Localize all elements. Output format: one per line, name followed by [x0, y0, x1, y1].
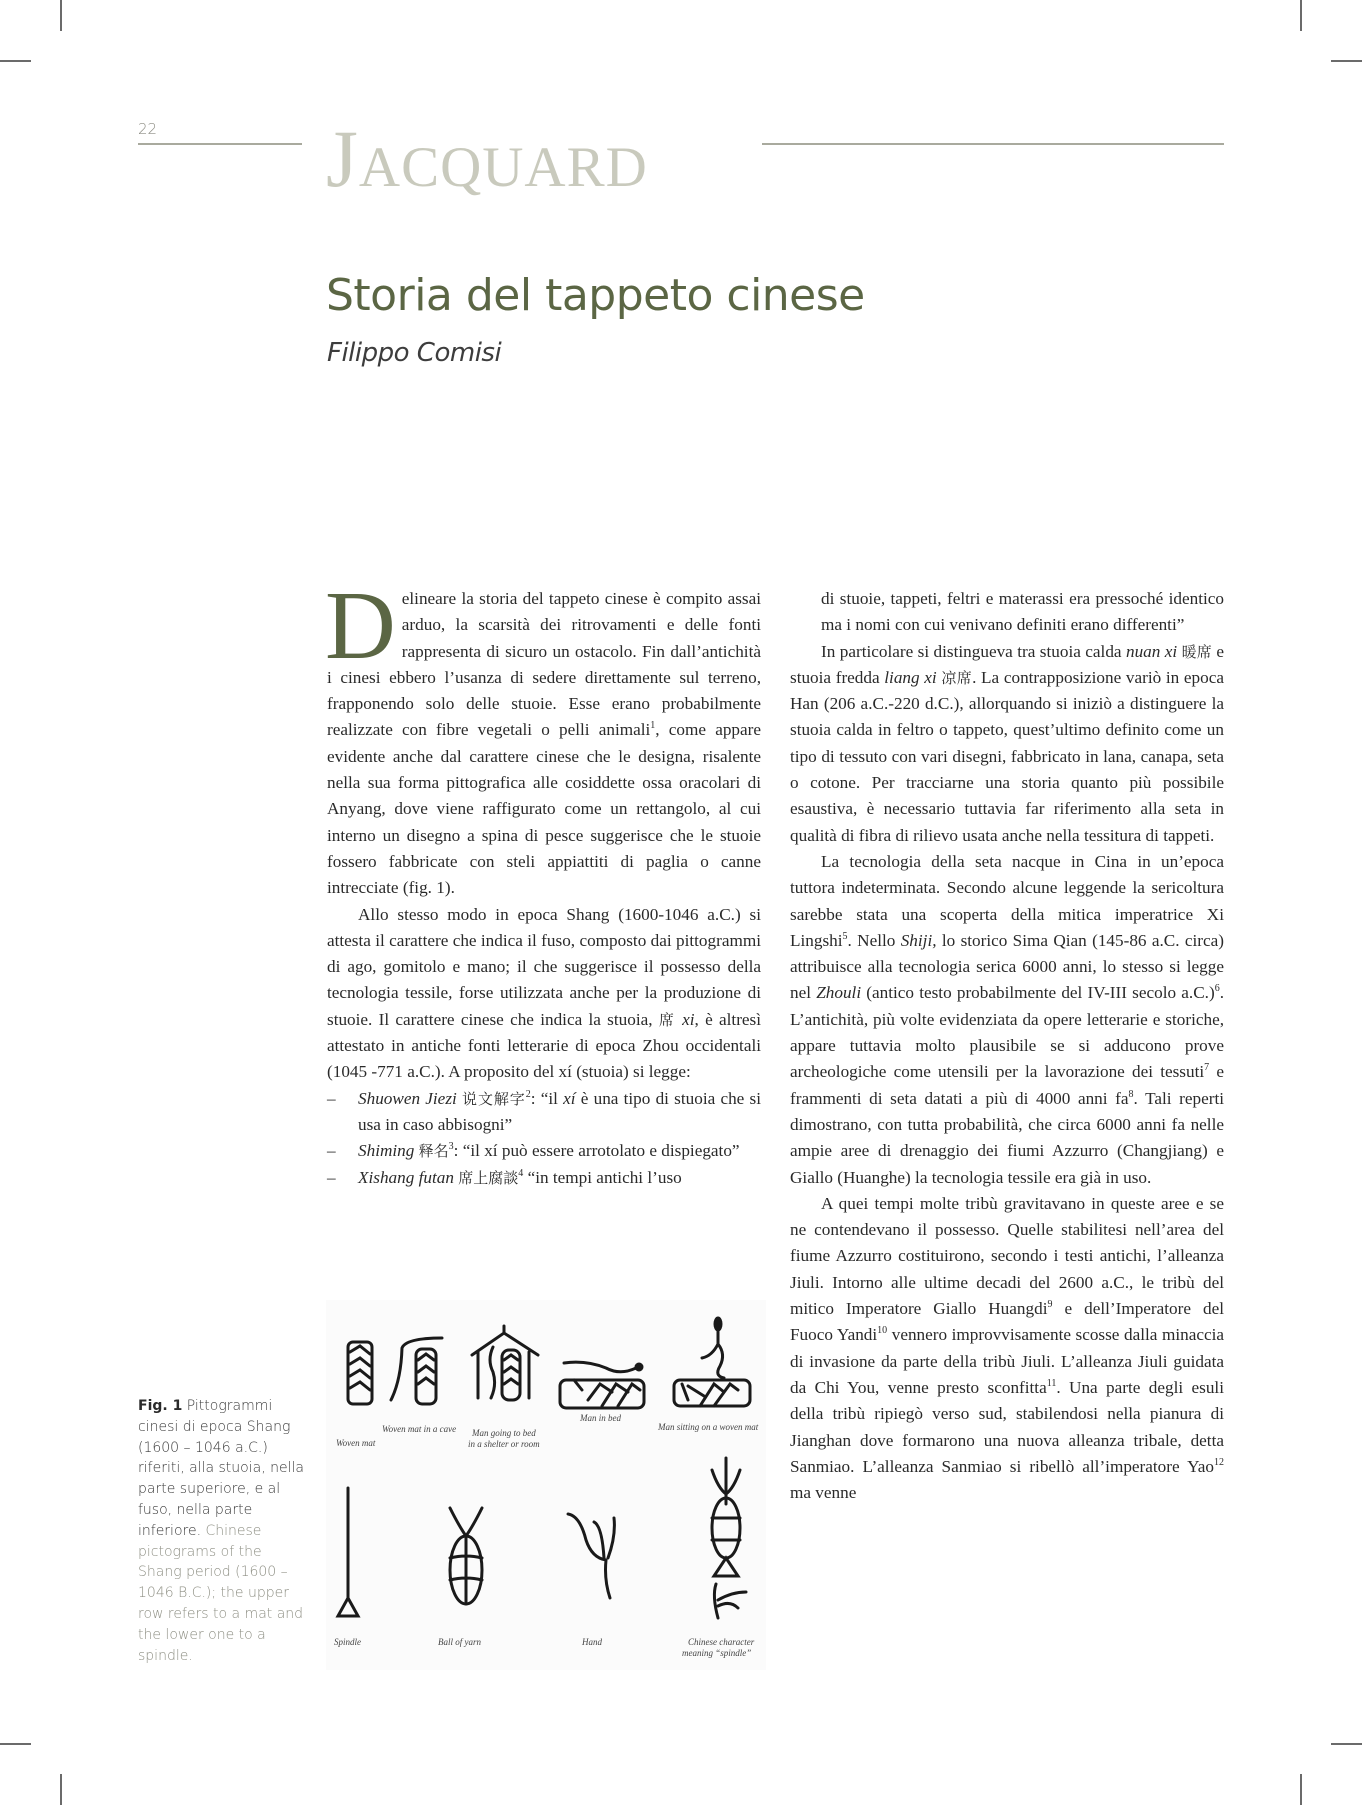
paragraph [790, 849, 1224, 1191]
text: . Nello [847, 930, 901, 950]
footnote-ref[interactable]: 4 [518, 1167, 524, 1179]
footnote-ref[interactable]: 8 [1128, 1088, 1134, 1100]
hand-glyph [568, 1514, 614, 1598]
label-spindle: Spindle [334, 1637, 361, 1647]
page-number: 22 [138, 120, 158, 138]
text: Allo stesso modo in epoca Shang (1600-1046 a.C.) si attesta il carattere che indica il fuso, composto dai pittogrammi di ago, gomitolo e mano; il che suggerisce il possesso della tecnologia tessile, forse utilizzata anche per la produzione di stuoie. Il carattere cinese che indica la stuoia, [327, 904, 761, 1029]
chinese-title: 席上腐談 [458, 1168, 519, 1187]
text: e dell’Imperatore del Fuoco Yandi [790, 1299, 1224, 1345]
text: e stuoia fredda [790, 641, 1224, 687]
quote-text: “in tempi antichi l’uso [523, 1167, 682, 1187]
paragraph [327, 902, 761, 1086]
text-column-left [325, 572, 762, 1191]
text: . La contrapposizione variò in epoca Han (206 a.C.-220 d.C.), allorquando si iniziò a distinguere la stuoia calda in feltro o tappeto, quest’ultimo definito come un tipo di tessuto con vari disegni, fabbricato in lana, canapa, seta o cotone. Per tracciarne una storia quanto più possibile esaustiva, è necessario tuttavia far riferimento alla seta in qualità di fibra di rilievo usata anche nella tessitura di tappeti. [790, 667, 1224, 845]
footnote-ref[interactable]: 1 [650, 720, 656, 732]
footnote-ref[interactable]: 3 [448, 1141, 454, 1153]
quote-text: di stuoie, tappeti, feltri e materassi era pressoché identico ma i nomi con cui venivano definiti erano differenti” [821, 589, 1224, 635]
crop-mark [1300, 1774, 1302, 1805]
list-dash: – [327, 1167, 336, 1187]
chinese-title: 释名 [418, 1142, 449, 1161]
woven-mat-in-cave-glyph [391, 1338, 442, 1404]
list-dash: – [327, 1141, 336, 1161]
text: A quei tempi molte tribù gravitavano in queste aree e se ne contendevano il possesso. Quelle stabilitesi nell’area del fiume Azzurro costituirono, secondo i testi antichi, l’alleanza Jiuli. Intorno alle ultime decadi del 2600 a.C., le tribù del mitico Imperatore Giallo Huangdi [790, 1193, 1224, 1319]
label-man-going-to-bed: Man going to bed [472, 1428, 536, 1438]
ball-of-yarn-glyph [450, 1508, 482, 1604]
footnote-ref[interactable]: 2 [525, 1088, 531, 1100]
man-in-bed-glyph [560, 1362, 644, 1408]
chinese-title: 说文解字 [462, 1089, 526, 1108]
list-item [327, 1138, 761, 1164]
label-spindle-meaning: meaning “spindle” [682, 1648, 752, 1658]
text: La tecnologia della seta nacque in Cina in un’epoca tuttora indeterminata. Secondo alcune leggende la sericoltura sarebbe stata una scoperta della mitica imperatrice Xi Lingshi [790, 851, 1224, 950]
text: . Una parte degli esuli della tribù ripiegò verso sud, stabilendosi nella pianura di Jianghan dove formarono una nuova alleanza tribale, detta Sanmiao. L’alleanza Sanmiao si ribellò all’imperatore Yao [790, 1377, 1224, 1476]
list-dash: – [327, 1088, 336, 1108]
crop-mark [1331, 60, 1362, 62]
caption-english: Chinese pictograms of the Shang period (1600 – 1046 B.C.); the upper row refers to a mat and the lower one to a spindle. [138, 1522, 304, 1664]
masthead-logo: Jacquard [326, 113, 648, 204]
text-column-right [790, 586, 1224, 1506]
chinese-term: 凉席 [941, 668, 973, 687]
paragraph [790, 1191, 1224, 1507]
source-title: Shiming [358, 1141, 415, 1161]
source-title: Xishang futan [358, 1167, 454, 1187]
paragraph [790, 639, 1224, 849]
quote-continuation [790, 586, 1224, 639]
term: Shiji, [900, 930, 937, 950]
text: . Tali reperti dimostrano, con tutta probabilità, che circa 6000 anni fa nelle ampie aree di drenaggio dei fiumi Azzurro (Changjiang) e Giallo (Huanghe) la tecnologia tessile era già in uso. [790, 1088, 1225, 1187]
text: ma venne [790, 1483, 857, 1503]
text: e frammenti di seta datati a più di 4000 anni fa [790, 1062, 1224, 1108]
spindle-character-glyph [712, 1458, 746, 1618]
text: (antico testo probabilmente del IV-III secolo a.C.) [861, 983, 1215, 1003]
source-title: Shuowen Jiezi [358, 1088, 457, 1108]
label-man-in-bed: Man in bed [580, 1413, 621, 1423]
drop-cap: D [325, 572, 396, 680]
footnote-ref[interactable]: 6 [1214, 983, 1220, 995]
caption-italian [138, 1398, 304, 1539]
crop-mark [0, 1743, 31, 1745]
article-author: Filippo Comisi [327, 338, 502, 368]
label-hand: Hand [582, 1637, 602, 1647]
crop-mark [60, 1774, 62, 1805]
figure-label: Fig. 1 [138, 1398, 183, 1414]
list-item [327, 1165, 761, 1191]
header-rule-right [762, 143, 1224, 145]
text: In particolare si distingueva tra stuoia calda [821, 641, 1126, 661]
quote-text: : “il [530, 1088, 564, 1108]
caption-text: Pittogrammi cinesi di epoca Shang (1600 – 1046 a.C.) riferiti, alla stuoia, nella parte superiore, e al fuso, nella parte inferiore. [138, 1398, 304, 1539]
text: vennero improvvisamente scosse dalla minaccia di invasione da parte della tribù Jiuli. L’alleanza Jiuli guidata da Chi You, venne presto sconfitta [790, 1325, 1224, 1397]
chinese-term: 暖席 [1181, 642, 1212, 661]
header-rule-left [138, 143, 302, 145]
footnote-ref[interactable]: 5 [842, 930, 848, 942]
footnote-ref[interactable]: 11 [1046, 1377, 1057, 1389]
term: nuan xi [1125, 641, 1178, 661]
text: elineare la storia del tappeto cinese è compito assai arduo, la scarsità dei ritrovamenti e delle fonti rappresenta di sicuro un ostacolo. Fin dall’antichità i cinesi ebbero l’usanza di sedere direttamente sul terreno, frapponendo solo delle stuoie. Esse erano probabilmente realizzate con fibre vegetali o pelli animali [327, 589, 761, 740]
label-man-sitting: Man sitting on a woven mat [658, 1422, 759, 1432]
label-spindle-character: Chinese character [688, 1637, 755, 1647]
quote-list [327, 1086, 761, 1191]
man-in-shelter-glyph [472, 1326, 538, 1400]
label-shelter-or-room: in a shelter or room [468, 1439, 540, 1449]
article-title: Storia del tappeto cinese [326, 270, 865, 321]
term: xí [563, 1088, 576, 1108]
crop-mark [1331, 1743, 1362, 1745]
footnote-ref[interactable]: 12 [1214, 1456, 1224, 1468]
man-sitting-glyph [674, 1318, 750, 1406]
text: lo storico Sima Qian (145-86 a.C. circa) attribuisce alla tecnologia serica 6000 anni, lo stesso si legge nel [790, 930, 1224, 1003]
crop-mark [0, 60, 31, 62]
footnote-ref[interactable]: 9 [1047, 1299, 1053, 1311]
term: xi [682, 1009, 695, 1029]
spindle-glyph [338, 1488, 358, 1616]
figure-pictograms [326, 1300, 766, 1670]
list-item [327, 1086, 761, 1139]
text: , come appare evidente anche dal carattere cinese che le designa, risalente nella sua forma pittografica alle cosiddette ossa oracolari di Anyang, dove viene raffigurato come un rettangolo, al cui interno un disegno a spina di pesce suggerisce che le stuoie fossero fabbricate con steli appiattiti di paglia o canne intrecciate (fig. 1). [327, 720, 761, 898]
text: , è altresì attestato in antiche fonti letterarie di epoca Zhou occidentali (1045 -771 a.C.). A proposito del xí (stuoia) si legge: [327, 1009, 762, 1082]
paragraph [325, 572, 761, 902]
term: Zhouli [816, 983, 862, 1003]
quote-text: è una tipo di stuoia che si usa in caso abbisogni” [358, 1088, 761, 1134]
quote-text: : “il xí può essere arrotolato e dispiegato” [453, 1141, 740, 1161]
figure-caption [138, 1396, 308, 1666]
crop-mark [60, 0, 62, 31]
footnote-ref[interactable]: 10 [877, 1325, 888, 1337]
chinese-character: 席 [658, 1010, 676, 1029]
crop-mark [1300, 0, 1302, 31]
label-woven-mat: Woven mat [336, 1438, 376, 1448]
footnote-ref[interactable]: 7 [1204, 1062, 1210, 1074]
text: . L’antichità, più volte evidenziata da opere letterarie e storiche, appare tuttavia molto plausibile se si adducono prove archeologiche come utensili per la lavorazione dei tessuti [790, 983, 1224, 1082]
pictogram-illustration [326, 1300, 766, 1670]
woven-mat-glyph [348, 1342, 372, 1404]
label-ball-of-yarn: Ball of yarn [438, 1637, 481, 1647]
term: liang xi [884, 667, 937, 687]
label-woven-mat-in-cave: Woven mat in a cave [382, 1424, 457, 1434]
